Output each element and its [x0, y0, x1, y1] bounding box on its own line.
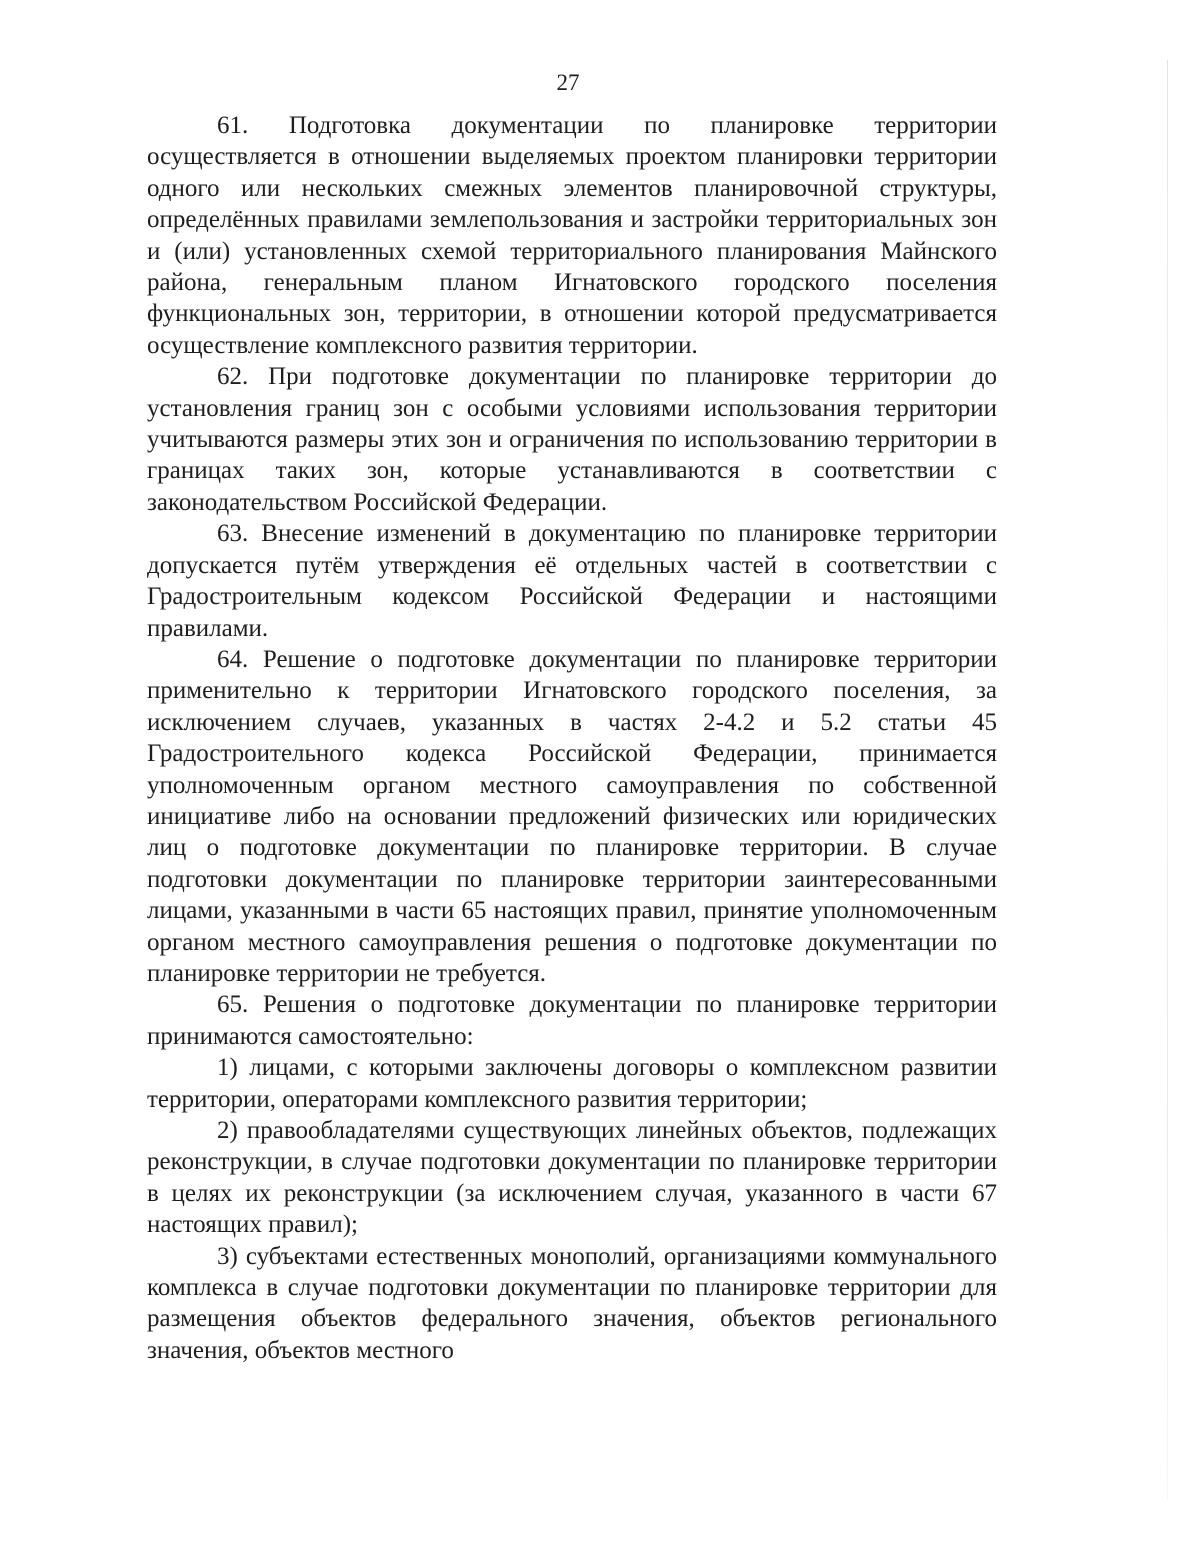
page-number: 27: [556, 70, 580, 95]
paragraph-64: 64. Решение о подготовке документации по планировке территории применительно к территории Игнатовского городского поселения, за исключением случаев, указанных в частях 2-4.2 и 5.2 статьи 45 Градостроительного кодекса Российской Федерации, принимается уполномоченным органом местного самоуправления по собственной инициативе либо на основании предложений физических или юридических лиц о подготовке документации по планировке территории. В случае подготовки документации по планировке территории заинтересованными лицами, указанными в части 65 настоящих правил, принятие уполномоченным органом местного самоуправления решения о подготовке документации по планировке территории не требуется.: [147, 645, 997, 987]
paragraph-62: 62. При подготовке документации по планировке территории до установления границ зон с особыми условиями использования территории учитываются размеры этих зон и ограничения по использованию территории в границах таких зон, которые устанавливаются в соответствии с законодательством Российской Федерации.: [147, 363, 997, 516]
list-item-1: 1) лицами, с которыми заключены договоры о комплексном развитии территории, операторами комплексного развития территории;: [147, 1054, 997, 1113]
paragraph-63: 63. Внесение изменений в документацию по планировке территории допускается путём утверждения её отдельных частей в соответствии с Градостроительным кодексом Российской Федерации и настоящими правилами.: [147, 520, 997, 642]
scan-edge-line: [1167, 60, 1168, 1500]
paragraph-65: 65. Решения о подготовке документации по планировке территории принимаются самостоятельно:: [147, 991, 997, 1050]
list-item-3: 3) субъектами естественных монополий, организациями коммунального комплекса в случае подготовки документации по планировке территории для размещения объектов федерального значения, объектов регионального значения, объектов местного: [147, 1242, 997, 1364]
document-body: [147, 110, 997, 1366]
list-item-2: 2) правообладателями существующих линейных объектов, подлежащих реконструкции, в случае подготовки документации по планировке территории в целях их реконструкции (за исключением случая, указанного в части 67 настоящих правил);: [147, 1117, 997, 1239]
paragraph-61: 61. Подготовка документации по планировке территории осуществляется в отношении выделяемых проектом планировки территории одного или нескольких смежных элементов планировочной структуры, определённых правилами землепользования и застройки территориальных зон и (или) установленных схемой территориального планирования Майнского района, генеральным планом Игнатовского городского поселения функциональных зон, территории, в отношении которой предусматривается осуществление комплексного развития территории.: [147, 112, 997, 359]
